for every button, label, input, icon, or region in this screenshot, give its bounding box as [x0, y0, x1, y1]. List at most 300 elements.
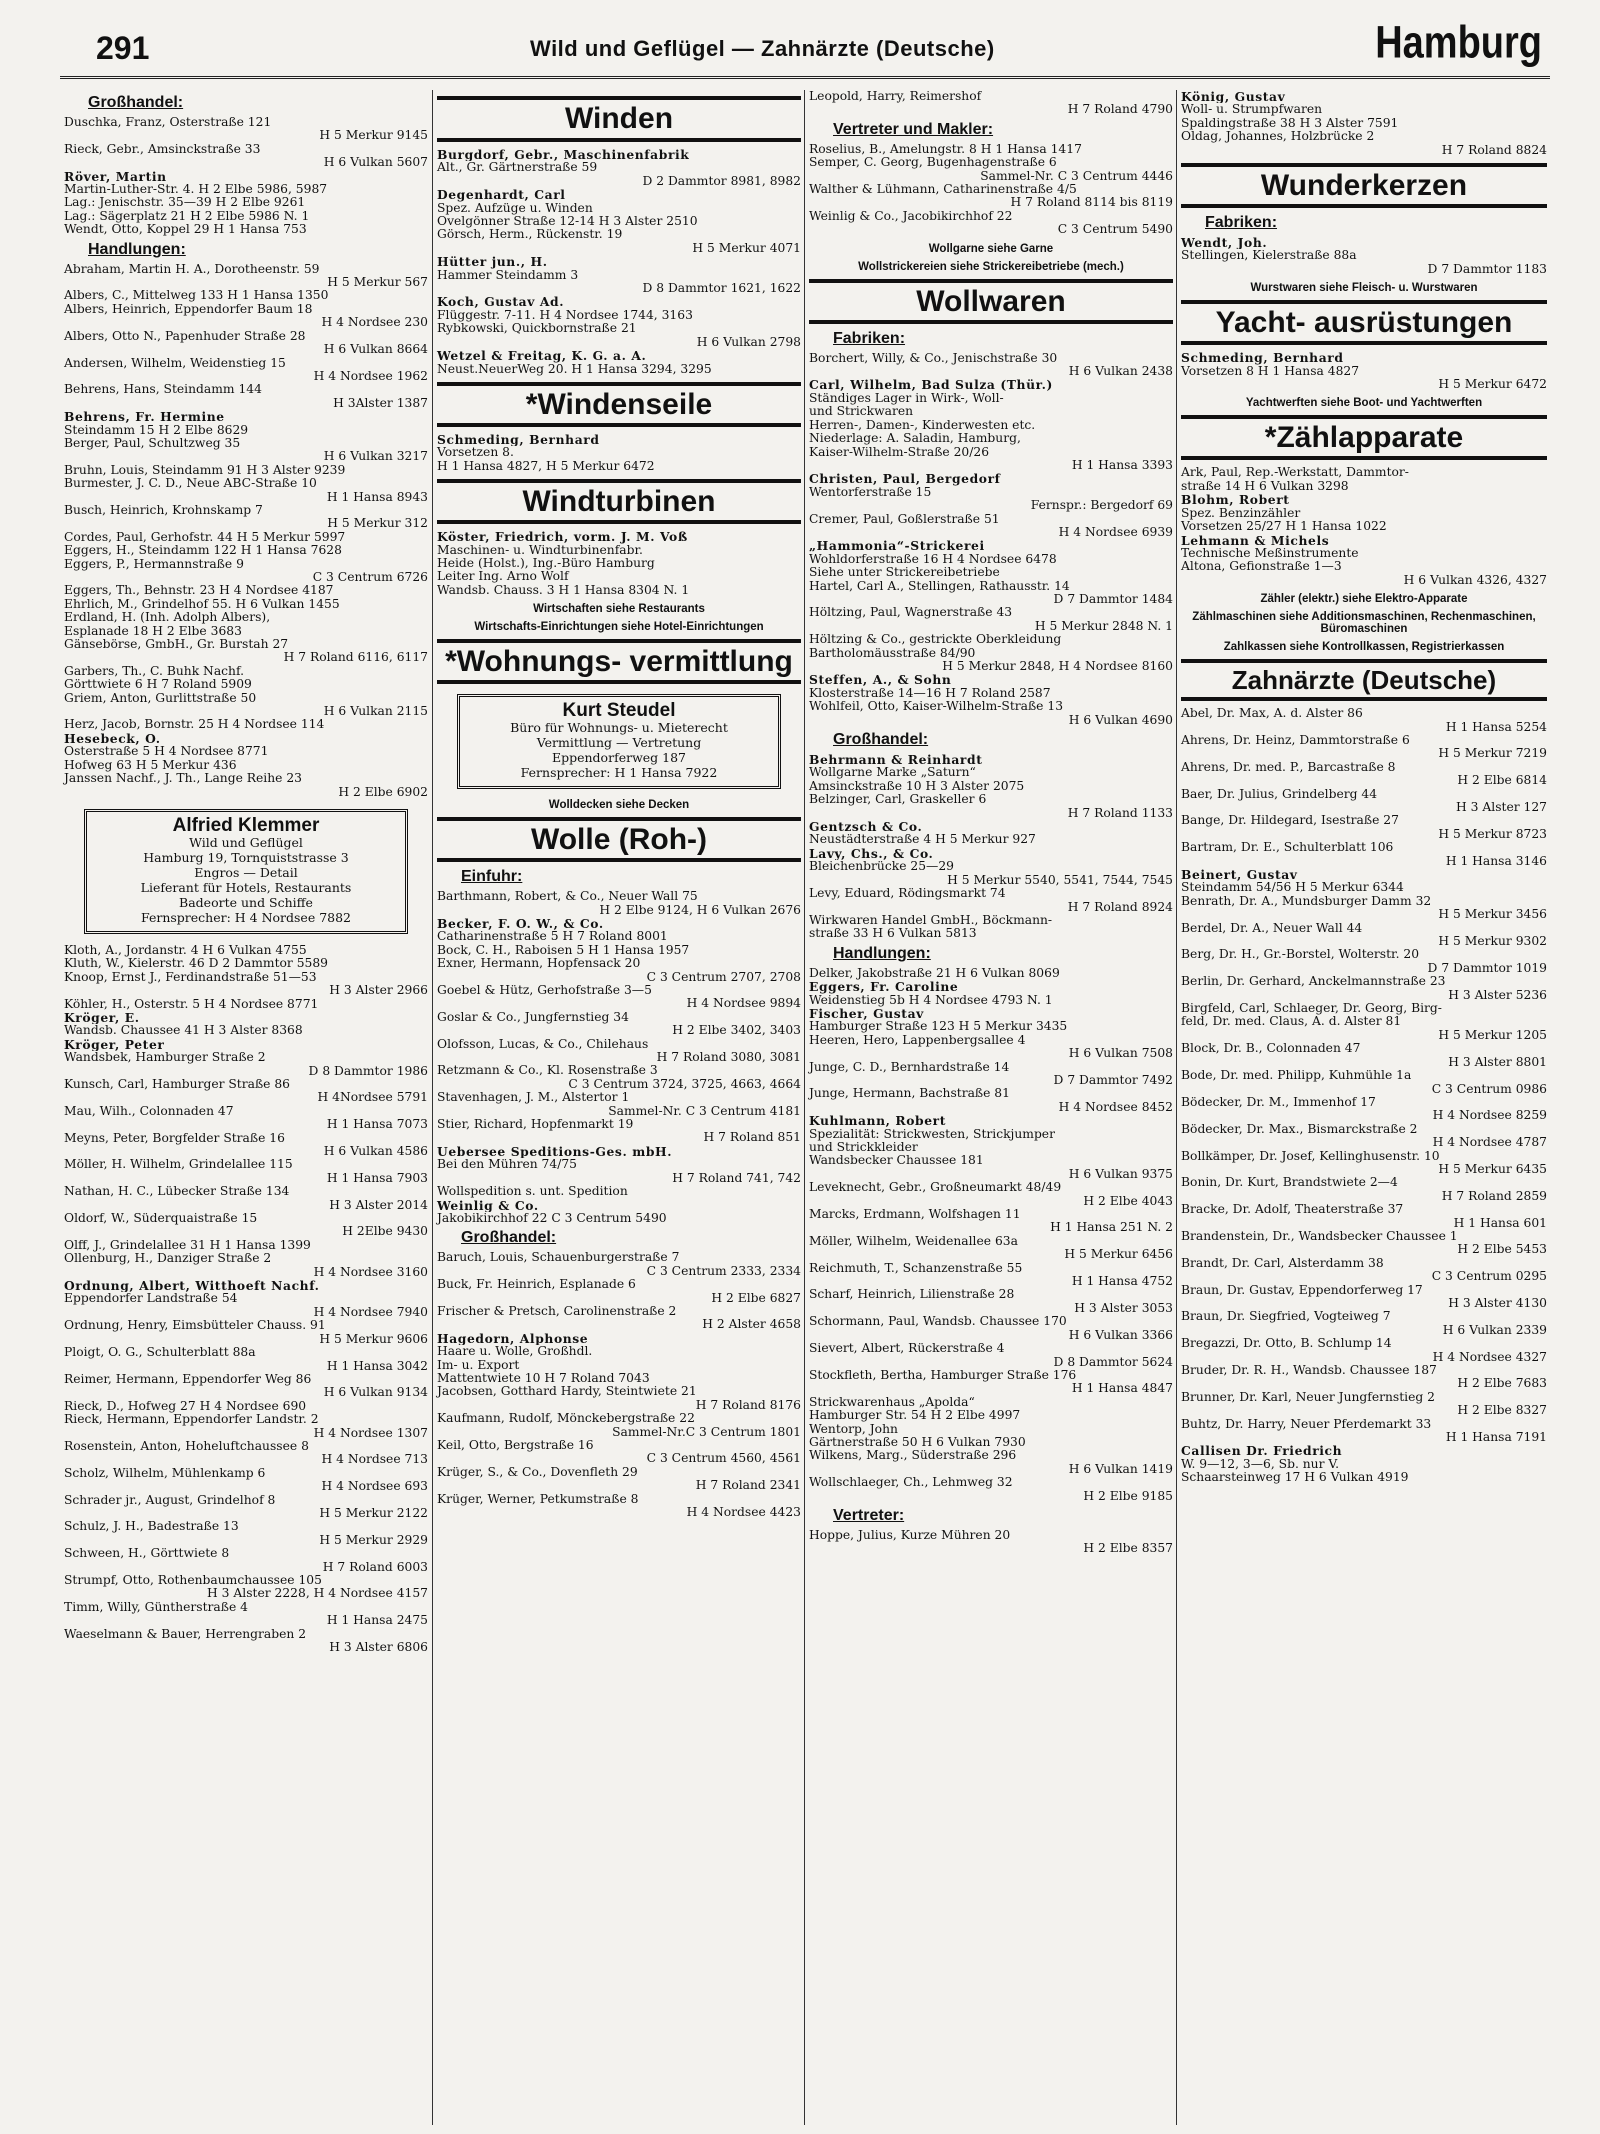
- listing-name: Bregazzi, Dr. Otto, B. Schlump 14: [1181, 1337, 1392, 1351]
- cross-reference: Zählmaschinen siehe Additionsmaschinen, Rechenmaschinen, Büromaschinen: [1192, 611, 1536, 636]
- listing-phone: H 4 Nordsee 230: [321, 315, 428, 330]
- listing-name: Lag.: Sägerplatz 21 H 2 Elbe 5986 N. 1: [64, 209, 310, 223]
- listing-phone: H 2 Elbe 6814: [1457, 773, 1547, 788]
- listing-name: Amsinckstraße 10 H 3 Alster 2075: [809, 779, 1025, 793]
- listing-name: Lavy, Chs., & Co.: [809, 846, 934, 861]
- listing-entry: [433, 363, 805, 376]
- listing-name: König, Gustav: [1181, 90, 1286, 104]
- listing-phone: H 6 Vulkan 7508: [1068, 1046, 1173, 1061]
- listing-entry: [60, 1319, 432, 1346]
- listing-phone: H 7 Roland 3080, 3081: [656, 1050, 801, 1065]
- listing-name: Kröger, E.: [64, 1010, 140, 1025]
- category-banner: Wunderkerzen: [1181, 163, 1547, 208]
- listing-phone: H 5 Merkur 312: [327, 516, 428, 531]
- listing-entry: [1177, 103, 1551, 116]
- listing-phone: H 7 Roland 8176: [695, 1397, 801, 1412]
- listing-entry: [433, 269, 805, 296]
- listing-entry: [1177, 922, 1551, 949]
- listing-entry: [805, 1007, 1177, 1020]
- listing-name: Retzmann & Co., Kl. Rosenstraße 3: [437, 1064, 658, 1078]
- page-number: 291: [96, 30, 150, 66]
- listing-name: Olofsson, Lucas, & Co., Chilehaus: [437, 1037, 649, 1051]
- listing-entry: [805, 1154, 1177, 1181]
- listing-entry: [805, 780, 1177, 793]
- listing-entry: [805, 766, 1177, 779]
- listing-name: Bartram, Dr. E., Schulterblatt 106: [1181, 841, 1394, 855]
- listing-phone: H 5 Merkur 2848 N. 1: [1034, 618, 1173, 633]
- listing-entry: [805, 1020, 1177, 1033]
- listing-name: Albers, C., Mittelweg 133 H 1 Hansa 1350: [64, 289, 329, 303]
- listing-name: Strickwarenhaus „Apolda“: [809, 1395, 975, 1409]
- listing-name: Wendt, Joh.: [1181, 236, 1268, 250]
- listing-name: Martin-Luther-Str. 4. H 2 Elbe 5986, 5987: [64, 183, 328, 197]
- listing-name: Abraham, Martin H. A., Dorotheenstr. 59: [64, 262, 320, 276]
- listing-entry: [433, 557, 805, 570]
- category-banner: Winden: [437, 96, 801, 142]
- cross-reference: Wolldecken siehe Decken: [548, 799, 690, 812]
- listing-name: Garbers, Th., C. Buhk Nachf.: [64, 664, 244, 678]
- listing-entry: [805, 183, 1177, 210]
- listing-entry: [805, 1476, 1177, 1503]
- listing-name: Kaufmann, Rudolf, Mönckebergstraße 22: [437, 1412, 695, 1426]
- category-banner: Yacht- ausrüstungen: [1181, 300, 1547, 345]
- listing-phone: H 4 Nordsee 1962: [313, 368, 428, 383]
- listing-name: Maschinen- u. Windturbinenfabr.: [437, 543, 643, 557]
- advertisement-line: Büro für Wohnungs- u. Mieterecht: [510, 720, 728, 736]
- listing-entry: [805, 539, 1177, 552]
- listing-entry: [433, 1439, 805, 1466]
- advertisement-line: Lieferant für Hotels, Restaurants: [140, 879, 352, 895]
- listing-name: Timm, Willy, Güntherstraße 4: [64, 1600, 248, 1614]
- listing-name: Bartholomäusstraße 84/90: [809, 646, 976, 660]
- listing-phone: H 5 Merkur 567: [327, 275, 428, 290]
- listing-phone: H 5 Merkur 3456: [1438, 907, 1547, 922]
- listing-name: Wandsbecker Chaussee 181: [809, 1154, 984, 1168]
- listing-entry: [433, 544, 805, 557]
- listing-name: Erdland, H. (Inh. Adolph Albers),: [64, 611, 271, 625]
- listing-name: Ark, Paul, Rep.-Werkstatt, Dammtor-: [1181, 466, 1409, 480]
- listing-name: Braun, Dr. Siegfried, Vogteiweg 7: [1181, 1310, 1391, 1324]
- listing-name: H 1 Hansa 4827, H 5 Merkur 6472: [437, 459, 655, 473]
- listing-entry: [805, 820, 1177, 833]
- listing-entry: [60, 732, 432, 745]
- listing-entry: [1177, 1444, 1551, 1457]
- listing-name: Bruhn, Louis, Steindamm 91 H 3 Alster 9239: [64, 463, 346, 477]
- listing-entry: [805, 1288, 1177, 1315]
- listing-entry: [433, 1359, 805, 1372]
- listing-entry: [433, 1332, 805, 1345]
- listing-name: Rosenstein, Anton, Hoheluftchaussee 8: [64, 1439, 309, 1453]
- listing-name: Olff, J., Grindelallee 31 H 1 Hansa 1399: [64, 1238, 311, 1252]
- listing-entry: [433, 1038, 805, 1065]
- listing-name: Berdel, Dr. A., Neuer Wall 44: [1181, 921, 1363, 935]
- listing-name: Behrens, Fr. Hermine: [64, 410, 225, 424]
- listing-entry: [60, 772, 432, 799]
- listing-name: Bracke, Dr. Adolf, Theaterstraße 37: [1181, 1203, 1404, 1217]
- listing-name: Rieck, Hermann, Eppendorfer Landstr. 2: [64, 1413, 319, 1427]
- listing-phone: H 2 Elbe 8327: [1457, 1403, 1547, 1418]
- listing-entry: [1177, 1337, 1551, 1364]
- listing-entry: [60, 1132, 432, 1159]
- listing-name: Altona, Gefionstraße 1—3: [1181, 560, 1342, 574]
- listing-name: Levy, Eduard, Rödingsmarkt 74: [809, 887, 1006, 901]
- listing-name: Stellingen, Kielerstraße 88a: [1181, 249, 1357, 263]
- listing-name: Scholz, Wilhelm, Mühlenkamp 6: [64, 1466, 266, 1480]
- listing-name: Ordnung, Albert, Witthoeft Nachf.: [64, 1279, 320, 1293]
- listing-entry: [433, 1158, 805, 1185]
- listing-entry: [60, 638, 432, 665]
- listing-name: Schormann, Paul, Wandsb. Chaussee 170: [809, 1315, 1067, 1329]
- listing-entry: [433, 917, 805, 930]
- listing-entry: [60, 971, 432, 998]
- listing-entry: [60, 1279, 432, 1292]
- listing-entry: [1177, 1458, 1551, 1471]
- listing-entry: [433, 1011, 805, 1038]
- listing-entry: [60, 1413, 432, 1440]
- listing-name: Catharinenstraße 5 H 7 Roland 8001: [437, 930, 668, 944]
- listing-entry: [60, 504, 432, 531]
- listing-entry: [805, 486, 1177, 513]
- listing-name: Albers, Heinrich, Eppendorfer Baum 18: [64, 302, 313, 316]
- listing-entry: [1177, 1002, 1551, 1015]
- listing-name: Heide (Holst.), Ing.-Büro Hamburg: [437, 556, 655, 570]
- listing-name: Uebersee Speditions-Ges. mbH.: [437, 1144, 673, 1159]
- listing-entry: [60, 1252, 432, 1279]
- listing-phone: C 3 Centrum 4560, 4561: [646, 1451, 801, 1466]
- listing-entry: [433, 1412, 805, 1439]
- listing-name: straße 33 H 6 Vulkan 5813: [809, 927, 977, 941]
- listing-entry: [805, 1409, 1177, 1422]
- listing-name: feld, Dr. med. Claus, A. d. Alster 81: [1181, 1015, 1402, 1029]
- listing-phone: H 7 Roland 1133: [1067, 805, 1173, 820]
- listing-name: Wohlfeil, Otto, Kaiser-Wilhelm-Straße 13: [809, 700, 1064, 714]
- listing-entry: [1177, 90, 1551, 103]
- listing-name: Kröger, Peter: [64, 1037, 165, 1052]
- listing-name: Wentorp, John: [809, 1422, 898, 1436]
- listing-name: Bödecker, Dr. Max., Bismarckstraße 2: [1181, 1122, 1418, 1136]
- listing-name: und Strickwaren: [809, 405, 914, 419]
- listing-phone: H 5 Merkur 1205: [1438, 1027, 1547, 1042]
- listing-entry: [1177, 841, 1551, 868]
- section-heading: Fabriken:: [833, 329, 906, 347]
- listing-name: Woll- u. Strumpfwaren: [1181, 103, 1323, 117]
- listing-name: Stier, Richard, Hopfenmarkt 19: [437, 1118, 634, 1132]
- listing-phone: H 1 Hansa 4847: [1071, 1381, 1173, 1396]
- listing-name: Oldorf, W., Süderquaistraße 15: [64, 1212, 258, 1226]
- listing-entry: [433, 349, 805, 362]
- listing-name: Janssen Nachf., J. Th., Lange Reihe 23: [64, 772, 302, 786]
- listing-phone: H 1 Hansa 601: [1453, 1215, 1547, 1230]
- listing-phone: H 2 Elbe 5453: [1457, 1242, 1547, 1257]
- listing-entry: [805, 1423, 1177, 1436]
- listing-name: Borchert, Willy, & Co., Jenischstraße 30: [809, 351, 1058, 365]
- listing-phone: H 2 Alster 4658: [702, 1317, 801, 1332]
- listing-name: Ordnung, Henry, Eimsbütteler Chauss. 91: [64, 1319, 326, 1333]
- listing-name: Osterstraße 5 H 4 Nordsee 8771: [64, 745, 269, 759]
- listing-name: Beinert, Gustav: [1181, 868, 1298, 882]
- listing-entry: [805, 392, 1177, 405]
- listing-entry: [433, 944, 805, 957]
- listing-entry: [433, 1091, 805, 1118]
- listing-name: Bei den Mühren 74/75: [437, 1158, 577, 1172]
- listing-phone: D 7 Dammtor 7492: [1053, 1072, 1173, 1087]
- advertisement-line: Fernsprecher: H 4 Nordsee 7882: [140, 909, 352, 925]
- section-heading: Einfuhr:: [461, 868, 523, 886]
- listing-entry: [60, 303, 432, 330]
- listing-name: Hofweg 63 H 5 Merkur 436: [64, 758, 237, 772]
- listing-entry: [1177, 547, 1551, 560]
- advertisement-line: Eppendorferweg 187: [551, 750, 686, 766]
- listing-name: straße 14 H 6 Vulkan 3298: [1181, 479, 1349, 493]
- listing-phone: H 1 Hansa 7191: [1445, 1430, 1547, 1445]
- listing-entry: [805, 1235, 1177, 1262]
- listing-name: Brunner, Dr. Karl, Neuer Jungfernstieg 2: [1181, 1390, 1436, 1404]
- listing-name: Cremer, Paul, Goßlerstraße 51: [809, 512, 1000, 526]
- listing-entry: [1177, 130, 1551, 157]
- category-banner: *Wohnungs- vermittlung: [437, 639, 801, 684]
- listing-name: Hütter jun., H.: [437, 255, 548, 269]
- listing-name: Junge, C. D., Bernhardstraße 14: [809, 1060, 1010, 1074]
- listing-name: Becker, F. O. W., & Co.: [437, 916, 604, 931]
- listing-entry: [433, 1385, 805, 1412]
- listing-phone: H 5 Merkur 9606: [319, 1331, 428, 1346]
- listing-entry: [433, 446, 805, 459]
- listing-entry: [1177, 1471, 1551, 1484]
- listing-entry: [60, 477, 432, 504]
- listing-name: Hoppe, Julius, Kurze Mühren 20: [809, 1528, 1011, 1542]
- listing-entry: [805, 1342, 1177, 1369]
- listing-phone: H 2 Elbe 7683: [1457, 1376, 1547, 1391]
- listing-phone: H 4 Nordsee 8452: [1058, 1099, 1173, 1114]
- listing-name: Block, Dr. B., Colonnaden 47: [1181, 1042, 1361, 1056]
- listing-name: Ploigt, O. G., Schulterblatt 88a: [64, 1346, 256, 1360]
- listing-entry: [60, 424, 432, 437]
- cross-reference: Wurstwaren siehe Fleisch- u. Wurstwaren: [1250, 282, 1478, 295]
- listing-entry: [1177, 975, 1551, 1002]
- cross-reference: Wollgarne siehe Garne: [928, 242, 1054, 255]
- listing-entry: [60, 718, 432, 731]
- listing-phone: H 1 Hansa 251 N. 2: [1050, 1220, 1173, 1235]
- listing-name: Scharf, Heinrich, Lilienstraße 28: [809, 1288, 1015, 1302]
- listing-phone: C 3 Centrum 0986: [1431, 1081, 1547, 1096]
- listing-name: Eggers, Fr. Caroline: [809, 980, 959, 994]
- listing-name: Waeselmann & Bauer, Herrengraben 2: [64, 1627, 307, 1641]
- listing-name: Schmeding, Bernhard: [437, 432, 600, 447]
- listing-name: Haare u. Wolle, Großhdl.: [437, 1345, 593, 1359]
- listing-entry: [805, 927, 1177, 940]
- listing-entry: [60, 223, 432, 236]
- listing-phone: H 3 Alster 8801: [1448, 1054, 1547, 1069]
- listing-entry: [60, 665, 432, 678]
- listing-entry: [1177, 788, 1551, 815]
- listing-name: Leopold, Harry, Reimershof: [809, 90, 982, 103]
- listing-phone: H 6 Vulkan 1419: [1068, 1461, 1173, 1476]
- listing-phone: H 6 Vulkan 3217: [323, 449, 428, 464]
- listing-name: Övelgönner Straße 12-14 H 3 Alster 2510: [437, 215, 698, 229]
- listing-phone: H 1 Hansa 7073: [326, 1117, 428, 1132]
- listing-phone: Fernspr.: Bergedorf 69: [1030, 498, 1173, 513]
- listing-entry: [60, 1051, 432, 1078]
- listing-name: Wendt, Otto, Koppel 29 H 1 Hansa 753: [64, 223, 307, 237]
- listing-phone: H 1 Hansa 7903: [326, 1170, 428, 1185]
- listing-phone: H 2 Elbe 8357: [1083, 1541, 1173, 1556]
- listing-entry: [60, 357, 432, 384]
- listing-name: Ahrens, Dr. Heinz, Dammtorstraße 6: [1181, 733, 1410, 747]
- listing-name: Fischer, Gustav: [809, 1006, 924, 1021]
- listing-phone: H 5 Merkur 9302: [1438, 934, 1547, 949]
- listing-entry: [60, 1292, 432, 1319]
- listing-entry: [60, 1467, 432, 1494]
- listing-entry: [60, 1212, 432, 1239]
- listing-entry: [433, 1185, 805, 1198]
- listing-phone: H 6 Vulkan 9375: [1068, 1166, 1173, 1181]
- advertisement-box: [84, 809, 408, 934]
- listing-phone: H 6 Vulkan 4326, 4327: [1403, 572, 1547, 587]
- listing-name: Blohm, Robert: [1181, 493, 1290, 507]
- listing-phone: H 6 Vulkan 5607: [323, 155, 428, 170]
- listing-entry: [1177, 534, 1551, 547]
- listing-name: Hesebeck, O.: [64, 731, 161, 746]
- listing-entry: [805, 1315, 1177, 1342]
- listing-phone: H 7 Roland 8824: [1441, 142, 1547, 157]
- advertisement-title: Alfried Klemmer: [172, 814, 320, 836]
- listing-entry: [805, 833, 1177, 846]
- listing-name: Spaldingstraße 38 H 3 Alster 7591: [1181, 116, 1399, 130]
- listing-entry: [60, 759, 432, 772]
- listing-entry: [433, 890, 805, 917]
- listing-entry: [805, 419, 1177, 432]
- listing-entry: [1177, 365, 1551, 392]
- listing-entry: [1177, 1310, 1551, 1337]
- listing-name: Krüger, Werner, Petkumstraße 8: [437, 1492, 639, 1506]
- listing-name: Birgfeld, Carl, Schlaeger, Dr. Georg, Birg-: [1181, 1002, 1442, 1016]
- column-1: [60, 90, 432, 2125]
- listing-entry: [60, 1158, 432, 1185]
- listing-name: Frischer & Pretsch, Carolinenstraße 2: [437, 1304, 677, 1318]
- advertisement-box: [457, 694, 781, 789]
- section-heading: Handlungen:: [833, 944, 931, 962]
- listing-name: Bock, C. H., Raboisen 5 H 1 Hansa 1957: [437, 943, 690, 957]
- listing-entry: [433, 322, 805, 349]
- listing-name: Köster, Friedrich, vorm. J. M. Voß: [437, 530, 688, 544]
- listing-name: Benrath, Dr. A., Mundsburger Damm 32: [1181, 894, 1432, 908]
- listing-name: Wandsb. Chaussee 41 H 3 Alster 8368: [64, 1024, 303, 1038]
- listing-entry: [805, 472, 1177, 485]
- listing-entry: [433, 1118, 805, 1145]
- listing-entry: [433, 530, 805, 543]
- listing-entry: [433, 930, 805, 943]
- listing-entry: [805, 90, 1177, 117]
- category-banner: *Windenseile: [437, 382, 801, 427]
- listing-name: Albers, Otto N., Papenhuder Straße 28: [64, 329, 306, 343]
- listing-entry: [805, 446, 1177, 473]
- listing-entry: [433, 1064, 805, 1091]
- listing-entry: [805, 143, 1177, 156]
- listing-entry: [805, 914, 1177, 927]
- category-banner: Wollwaren: [809, 279, 1173, 324]
- listing-entry: [805, 1369, 1177, 1396]
- listing-entry: [433, 1251, 805, 1278]
- listing-name: Wetzel & Freitag, K. G. a. A.: [437, 349, 647, 363]
- listing-name: Wollspedition s. unt. Spedition: [437, 1185, 628, 1199]
- listing-phone: D 8 Dammtor 1621, 1622: [642, 281, 801, 296]
- listing-entry: [805, 847, 1177, 860]
- listing-name: Neustädterstraße 4 H 5 Merkur 927: [809, 833, 1036, 847]
- listing-name: Hamburger Straße 123 H 5 Merkur 3435: [809, 1020, 1068, 1034]
- listing-entry: [60, 143, 432, 170]
- listing-phone: H 7 Roland 741, 742: [672, 1170, 801, 1185]
- listing-name: Technische Meßinstrumente: [1181, 546, 1359, 560]
- listing-phone: C 3 Centrum 3724, 3725, 4663, 4664: [568, 1076, 801, 1091]
- column-3: [804, 90, 1177, 2125]
- section-heading: Großhandel:: [833, 731, 929, 749]
- listing-entry: [60, 330, 432, 357]
- listing-phone: H 1 Hansa 4752: [1071, 1274, 1173, 1289]
- listing-phone: Sammel-Nr. C 3 Centrum 4446: [980, 168, 1173, 183]
- listing-entry: [1177, 507, 1551, 520]
- listing-name: Hartel, Carl A., Stellingen, Rathausstr. 14: [809, 579, 1070, 593]
- listing-entry: [433, 215, 805, 228]
- listing-entry: [60, 625, 432, 638]
- listing-name: Weidenstieg 5b H 4 Nordsee 4793 N. 1: [809, 993, 1053, 1007]
- listing-entry: [60, 1078, 432, 1105]
- listing-entry: [60, 598, 432, 611]
- listing-entry: [1177, 1042, 1551, 1069]
- listing-name: Keil, Otto, Bergstraße 16: [437, 1439, 594, 1452]
- listing-phone: H 7 Roland 8114 bis 8119: [1010, 195, 1173, 210]
- listing-name: Rybkowski, Quickbornstraße 21: [437, 322, 637, 336]
- listing-name: Schmeding, Bernhard: [1181, 351, 1344, 365]
- column-4: [1176, 90, 1551, 2125]
- listing-entry: [60, 1185, 432, 1212]
- listing-entry: [805, 687, 1177, 700]
- listing-entry: [1177, 480, 1551, 493]
- listing-entry: [60, 611, 432, 624]
- listing-entry: [1177, 1123, 1551, 1150]
- listing-entry: [1177, 1150, 1551, 1177]
- listing-entry: [1177, 1230, 1551, 1257]
- listing-entry: [433, 1212, 805, 1225]
- section-heading: Vertreter und Makler:: [833, 120, 994, 138]
- listing-entry: [60, 692, 432, 719]
- listing-entry: [805, 753, 1177, 766]
- listing-phone: H 5 Merkur 2848, H 4 Nordsee 8160: [942, 659, 1173, 673]
- listing-phone: H 6 Vulkan 4586: [323, 1144, 428, 1158]
- listing-entry: [805, 1141, 1177, 1154]
- listing-entry: [60, 410, 432, 423]
- listing-name: Stockfleth, Bertha, Hamburger Straße 176: [809, 1368, 1077, 1382]
- listing-phone: H 3 Alster 127: [1456, 799, 1547, 814]
- listing-entry: [60, 183, 432, 196]
- listing-entry: [1177, 560, 1551, 587]
- listing-entry: [1177, 520, 1551, 533]
- listing-name: Berlin, Dr. Gerhard, Anckelmannstraße 23: [1181, 975, 1446, 989]
- listing-entry: [60, 1574, 432, 1601]
- listing-phone: H 4 Nordsee 1307: [313, 1425, 428, 1440]
- listing-entry: [1177, 1069, 1551, 1096]
- listing-entry: [1177, 1176, 1551, 1203]
- listing-name: Degenhardt, Carl: [437, 188, 566, 202]
- listing-name: Eggers, P., Hermannstraße 9: [64, 557, 244, 571]
- listing-entry: [60, 1547, 432, 1574]
- listing-entry: [1177, 881, 1551, 894]
- section-heading: Großhandel:: [461, 1229, 557, 1247]
- listing-name: Eppendorfer Landstraße 54: [64, 1292, 238, 1306]
- listing-entry: [433, 228, 805, 255]
- listing-entry: [60, 1440, 432, 1467]
- listing-phone: D 8 Dammtor 5624: [1053, 1354, 1173, 1369]
- listing-phone: C 3 Centrum 2707, 2708: [646, 969, 801, 984]
